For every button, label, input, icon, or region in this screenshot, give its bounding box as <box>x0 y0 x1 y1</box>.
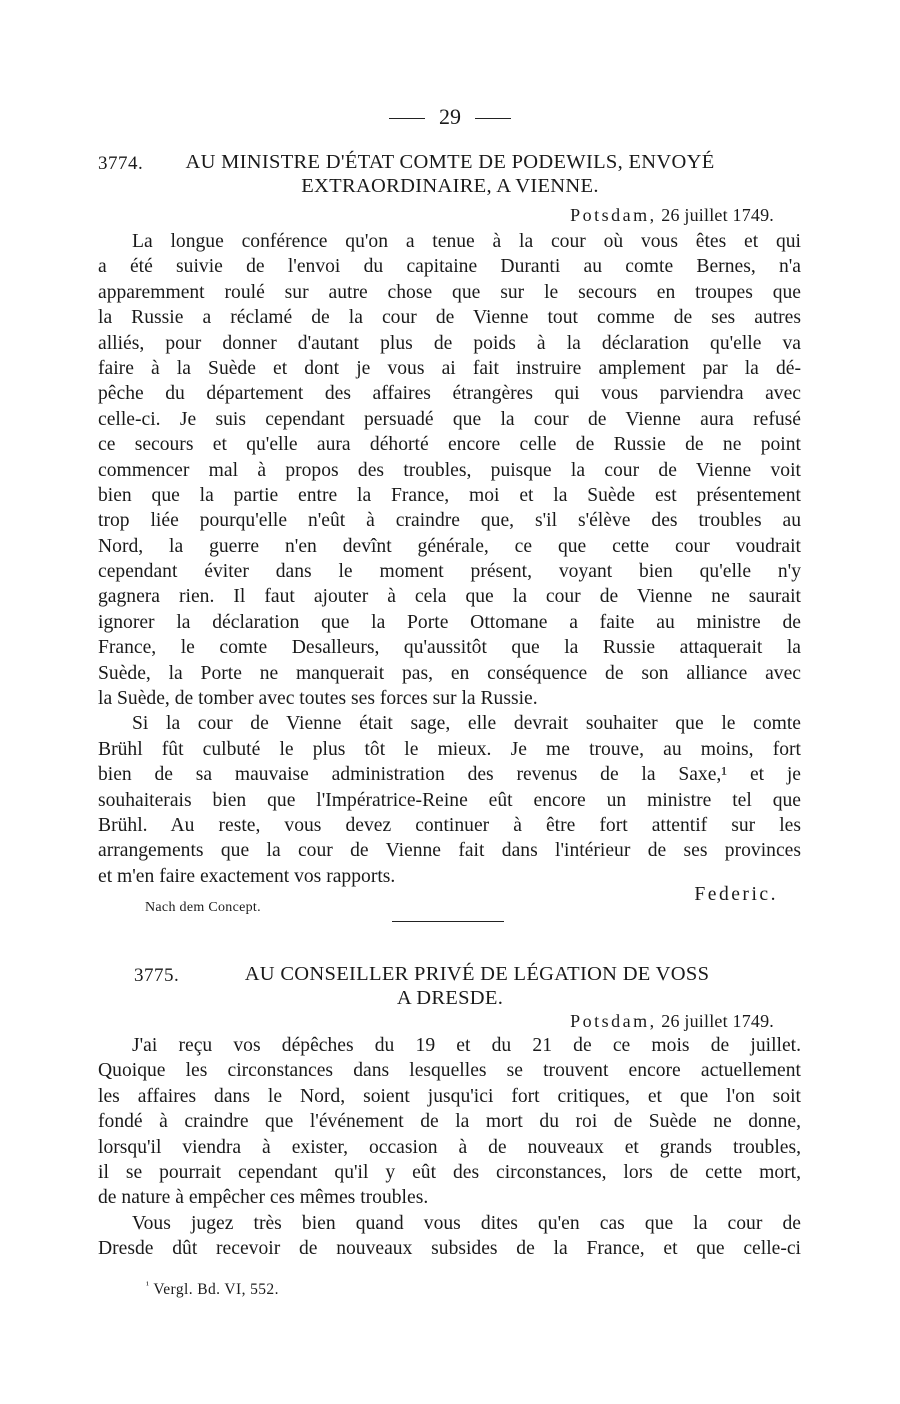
body-line: cependant éviter dans le moment présent, voyant bien qu'elle n'y <box>98 561 801 583</box>
body-line: La longue conférence qu'on a tenue à la cour où vous êtes et qui <box>132 231 801 252</box>
body-line: la Suède, de tomber avec toutes ses forces sur la Russie. <box>98 688 538 710</box>
letter-3774-source: Nach dem Concept. <box>145 900 261 915</box>
page-number <box>0 104 900 130</box>
body-line: Suède, la Porte ne manquerait pas, en conséquence de son alliance avec <box>98 662 801 684</box>
body-line: celle-ci. Je suis cependant persuadé que la cour de Vienne aura refusé <box>98 408 801 430</box>
body-line: commencer mal à propos des troubles, puisque la cour de Vienne voit <box>98 459 801 481</box>
dateline-date: 26 juillet 1749. <box>661 1011 774 1031</box>
body-line: Brühl fût culbuté le plus tôt le mieux. Je me trouve, au moins, fort <box>98 738 801 760</box>
body-line: arrangements que la cour de Vienne fait dans l'intérieur de ses provinces <box>98 840 801 862</box>
body-line: de nature à empêcher ces mêmes troubles. <box>98 1187 429 1209</box>
dateline-date: 26 juillet 1749. <box>661 205 774 225</box>
footnote-text: Vergl. Bd. VI, 552. <box>153 1281 279 1299</box>
body-line: J'ai reçu vos dépêches du 19 et du 21 de ce mois de juillet. <box>132 1035 801 1056</box>
body-line: apparemment roulé sur autre chose que sur le secours en troupes que <box>98 281 801 303</box>
body-line: la Russie a réclamé de la cour de Vienne tout comme de ses autres <box>98 307 801 329</box>
letter-3775-dateline <box>570 1011 774 1032</box>
body-line: ignorer la déclaration que la Porte Ottomane a faite au ministre de <box>98 611 801 633</box>
body-line: fondé à craindre que l'événement de la mort du roi de Suède ne donne, <box>98 1111 801 1133</box>
heading-line: A DRESDE. <box>396 987 504 1009</box>
section-divider <box>392 921 504 922</box>
body-line: alliés, pour donner d'autant plus de poids à la déclaration qu'elle va <box>98 332 801 354</box>
letter-3774-body <box>98 229 801 889</box>
body-line: il se pourrait cependant qu'il y eût des circonstances, lors de cette mort, <box>98 1161 801 1183</box>
body-line: souhaiterais bien que l'Impératrice-Reine eût encore un ministre tel que <box>98 789 801 811</box>
letter-number: 3775. <box>134 965 180 986</box>
page-number-left-rule <box>389 118 425 119</box>
page-number-text: 29 <box>439 104 461 129</box>
footnote <box>146 1280 279 1299</box>
body-line: Nord, la guerre n'en devînt générale, ce que cette cour voudrait <box>98 535 801 557</box>
letter-3774-signature: Federic. <box>694 884 778 905</box>
body-line: ce secours et qu'elle aura déhorté encore celle de Russie de ne point <box>98 434 801 456</box>
dateline-place: Potsdam, <box>570 1011 657 1031</box>
body-line: pêche du département des affaires étrangères qui vous parviendra avec <box>98 383 801 405</box>
body-line: France, le comte Desalleurs, qu'aussitôt que la Russie attaquerait la <box>98 637 801 659</box>
letter-number: 3774. <box>98 153 144 174</box>
body-line: gagnera rien. Il faut ajouter à cela que la cour de Vienne ne saurait <box>98 586 801 608</box>
letter-3774-heading <box>98 150 802 198</box>
page-number-right-rule <box>475 118 511 119</box>
body-line: Brühl. Au reste, vous devez continuer à être fort attentif sur les <box>98 814 801 836</box>
body-line: et m'en faire exactement vos rapports. <box>98 865 396 887</box>
body-line: trop liée pourqu'elle n'eût à craindre que, s'il s'élève des troubles au <box>98 510 801 532</box>
body-line: les affaires dans le Nord, soient jusqu'ici fort critiques, et que l'on soit <box>98 1085 801 1107</box>
letter-3775-heading <box>98 962 802 1010</box>
body-line: a été suivie de l'envoi du capitaine Duranti au comte Bernes, n'a <box>98 256 801 278</box>
body-line: Vous jugez très bien quand vous dites qu'en cas que la cour de <box>132 1212 801 1234</box>
body-line: bien de sa mauvaise administration des revenus de la Saxe,¹ et je <box>98 764 801 786</box>
heading-line: EXTRAORDINAIRE, A VIENNE. <box>301 175 599 197</box>
body-line: Quoique les circonstances dans lesquelles se trouvent encore actuellement <box>98 1060 801 1082</box>
body-line: Dresde dût recevoir de nouveaux subsides de la France, et que celle-ci <box>98 1238 801 1260</box>
body-line: Si la cour de Vienne était sage, elle devrait souhaiter que le comte <box>132 713 801 735</box>
heading-line: AU MINISTRE D'ÉTAT COMTE DE PODEWILS, ENVOYÉ <box>185 151 715 173</box>
body-line: faire à la Suède et dont je vous ai fait instruire amplement par la dé- <box>98 357 801 379</box>
letter-3775-body <box>98 1033 801 1262</box>
body-line: lorsqu'il viendra à exister, occasion à de nouveaux et grands troubles, <box>98 1136 801 1158</box>
body-line: bien que la partie entre la France, moi et la Suède est présentement <box>98 484 801 506</box>
footnote-marker: ¹ <box>146 1280 150 1291</box>
dateline-place: Potsdam, <box>570 205 657 225</box>
heading-line: AU CONSEILLER PRIVÉ DE LÉGATION DE VOSS <box>244 963 710 985</box>
letter-3774-dateline <box>570 205 774 226</box>
